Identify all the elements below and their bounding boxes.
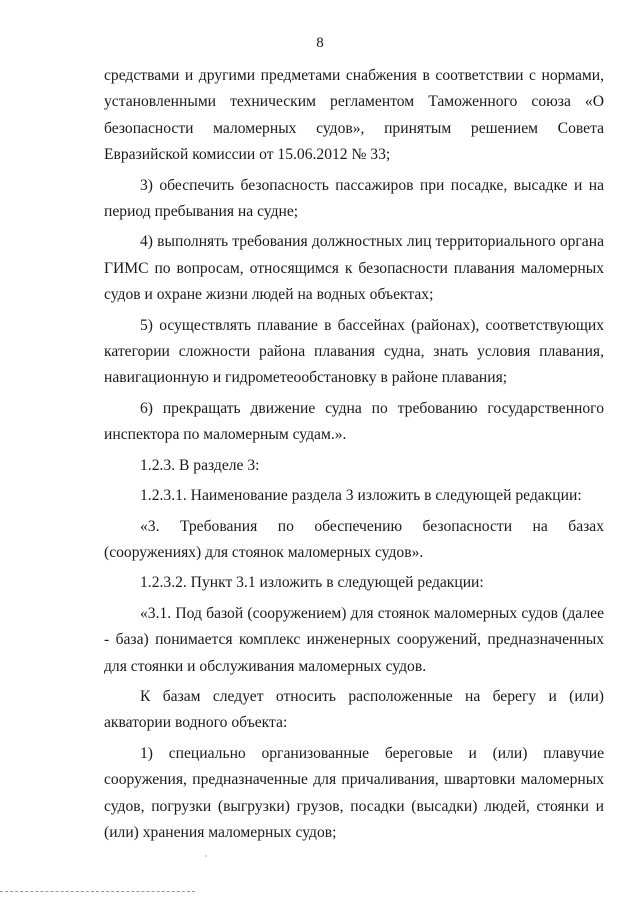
- paragraph-section-1-2-3-1: 1.2.3.1. Наименование раздела 3 изложить в следующей редакции:: [140, 487, 582, 505]
- paragraph-section-3-title: «3. Требования по обеспечению безопасности на базах (сооружениях) для стоянок маломерных судов».: [104, 517, 604, 561]
- paragraph-continuation: средствами и другими предметами снабжения в соответствии с нормами, установленными техническим регламентом Таможенного союза «О безопасности маломерных судов», принятым решением Совета Евразийской комиссии от 15.06.2012 № 33;: [104, 67, 604, 164]
- paragraph-section-1-2-3-2: 1.2.3.2. Пункт 3.1 изложить в следующей редакции:: [140, 574, 484, 592]
- bottom-edge-rule: [0, 891, 195, 892]
- paragraph-section-1-2-3: 1.2.3. В разделе 3:: [140, 456, 260, 474]
- paragraph-item-5: 5) осуществлять плавание в бассейнах (районах), соответствующих категории сложности района плавания судна, знать условия плавания, навигационную и гидрометеообстановку в районе плавания;: [104, 316, 604, 387]
- paragraph-item-4: 4) выполнять требования должностных лиц территориального органа ГИМС по вопросам, относящимся к безопасности плавания маломерных судов и охране жизни людей на водных объектах;: [104, 233, 604, 304]
- paragraph-clause-3-1: «3.1. Под базой (сооружением) для стоянок маломерных судов (далее - база) понимается комплекс инженерных сооружений, предназначенных для стоянки и обслуживания маломерных судов.: [104, 604, 604, 675]
- paragraph-bases-item-1: 1) специально организованные береговые и (или) плавучие сооружения, предназначенные для причаливания, швартовки маломерных судов, погрузки (выгрузки) грузов, посадки (высадки) людей, стоянки и (или) хранения маломерных судов;: [104, 744, 604, 841]
- page-number: 8: [316, 35, 324, 51]
- paragraph-item-3: 3) обеспечить безопасность пассажиров при посадке, высадке и на период пребывания на судне;: [104, 176, 604, 221]
- paragraph-bases-intro: К базам следует относить расположенные на берегу и (или) акватории водного объекта:: [104, 687, 604, 732]
- scan-speck: [205, 855, 207, 857]
- paragraph-item-6: 6) прекращать движение судна по требованию государственного инспектора по маломерным судам.».: [104, 399, 604, 444]
- document-body: [104, 63, 604, 846]
